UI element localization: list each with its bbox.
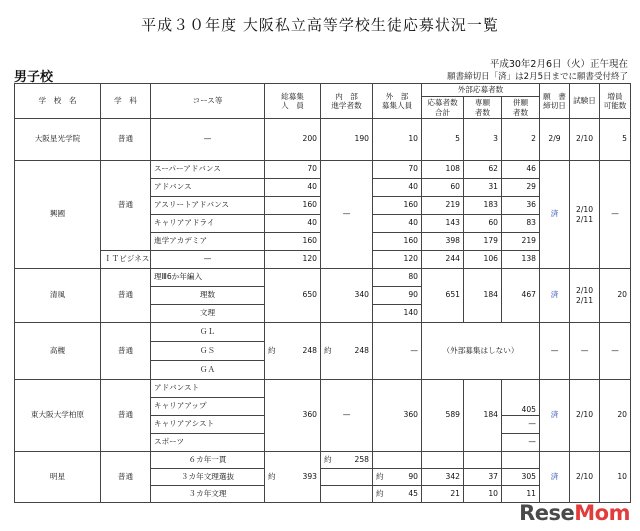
- senkan: 179: [464, 233, 502, 251]
- course: アドバンスト: [151, 380, 265, 398]
- internal: —: [321, 380, 373, 452]
- heikan: 405: [502, 380, 540, 416]
- course: ＧＬ: [151, 323, 265, 342]
- senkan: 31: [464, 179, 502, 197]
- deadline: 済: [540, 269, 570, 323]
- total-quota: 70: [265, 161, 321, 179]
- applicants-total: 108: [422, 161, 464, 179]
- external: 40: [373, 215, 422, 233]
- senkan: 3: [464, 119, 502, 161]
- exam-date: —: [570, 323, 600, 380]
- deadline: 済: [540, 161, 570, 269]
- possible-increase: 20: [600, 269, 631, 323]
- course: アスリートアドバンス: [151, 197, 265, 215]
- course: キャリアアシスト: [151, 416, 265, 434]
- senkan: 60: [464, 215, 502, 233]
- internal: [321, 469, 373, 486]
- table-row: [15, 269, 631, 287]
- heikan: 138: [502, 251, 540, 269]
- internal: 190: [321, 119, 373, 161]
- internal: 340: [321, 269, 373, 323]
- school-name: 明星: [15, 452, 101, 503]
- course: スーパーアドバンス: [151, 161, 265, 179]
- senkan: 37: [464, 469, 502, 486]
- total-quota: [265, 452, 321, 503]
- resemom-logo: ReseMom: [519, 501, 630, 525]
- table-row: [15, 161, 631, 179]
- dept: 普通: [101, 269, 151, 323]
- heikan: 83: [502, 215, 540, 233]
- header-row-1: [15, 84, 631, 97]
- applicants-total: 651: [422, 269, 464, 323]
- total-quota: [265, 323, 321, 380]
- applicants-total: 219: [422, 197, 464, 215]
- senkan: 184: [464, 380, 502, 452]
- total-value: 248: [302, 345, 317, 355]
- deadline: 2/9: [540, 119, 570, 161]
- external: [373, 469, 422, 486]
- total-quota: 160: [265, 197, 321, 215]
- heikan: 11: [502, 486, 540, 503]
- senkan: [464, 452, 502, 469]
- school-name: 東大阪大学柏原: [15, 380, 101, 452]
- total-quota: 360: [265, 380, 321, 452]
- header-total-quota: 総募集 人 員: [265, 84, 321, 119]
- course: 進学アカデミア: [151, 233, 265, 251]
- course: キャリアアドライ: [151, 215, 265, 233]
- dept: ＩＴビジネス: [101, 251, 151, 269]
- exam-date: 2/10 2/11: [570, 269, 600, 323]
- dept: 普通: [101, 161, 151, 251]
- course: アドバンス: [151, 179, 265, 197]
- approx-mark: 約: [324, 454, 332, 464]
- possible-increase: —: [600, 323, 631, 380]
- external-value: 90: [408, 471, 418, 481]
- dept: 普通: [101, 380, 151, 452]
- course: 理数: [151, 287, 265, 305]
- header-course: コース等: [151, 84, 265, 119]
- external: 120: [373, 251, 422, 269]
- senkan: 183: [464, 197, 502, 215]
- no-recruit-note: （外部募集はしない）: [422, 323, 540, 380]
- possible-increase: —: [600, 161, 631, 269]
- school-name: 大阪星光学院: [15, 119, 101, 161]
- dept: 普通: [101, 119, 151, 161]
- note-line: 願書締切日「済」は2月5日までに願書受付終了: [447, 72, 628, 82]
- exam-date: 2/10: [570, 119, 600, 161]
- internal-value: 258: [354, 454, 369, 464]
- internal: —: [321, 161, 373, 269]
- internal-value: 248: [354, 345, 369, 355]
- possible-increase: 20: [600, 380, 631, 452]
- approx-mark: 約: [324, 345, 332, 355]
- exam-date: 2/10: [570, 380, 600, 452]
- heikan: 2: [502, 119, 540, 161]
- table-row: [15, 323, 631, 342]
- course: ６カ年一貫: [151, 452, 265, 469]
- external: [373, 452, 422, 469]
- applicants-total: 398: [422, 233, 464, 251]
- approx-mark: 約: [376, 471, 384, 481]
- table-row: [15, 452, 631, 469]
- header-applicants-total: 応募者数 合計: [422, 97, 464, 119]
- course: キャリアアップ: [151, 398, 265, 416]
- course: ＧＡ: [151, 361, 265, 380]
- table-row: [15, 119, 631, 161]
- total-quota: 160: [265, 233, 321, 251]
- heikan: 29: [502, 179, 540, 197]
- internal: [321, 323, 373, 380]
- heikan: 219: [502, 233, 540, 251]
- senkan: 106: [464, 251, 502, 269]
- course: スポーツ: [151, 434, 265, 452]
- heikan: 305: [502, 469, 540, 486]
- heikan: —: [502, 416, 540, 434]
- header-deadline: 願 書 締切日: [540, 84, 570, 119]
- external: 80: [373, 269, 422, 287]
- external: 360: [373, 380, 422, 452]
- external: 10: [373, 119, 422, 161]
- course: ＧＳ: [151, 342, 265, 361]
- approx-mark: 約: [268, 345, 276, 355]
- header-possible-increase: 増員 可能数: [600, 84, 631, 119]
- course: —: [151, 119, 265, 161]
- external: 90: [373, 287, 422, 305]
- applicants-total: [422, 452, 464, 469]
- heikan: 467: [502, 269, 540, 323]
- total-value: 393: [302, 471, 317, 481]
- course: ３カ年文理選抜: [151, 469, 265, 486]
- header-applicants-group: 外部応募者数: [422, 84, 540, 97]
- total-quota: 200: [265, 119, 321, 161]
- external: —: [373, 323, 422, 380]
- course: 理Ⅲ6か年編入: [151, 269, 265, 287]
- external: 140: [373, 305, 422, 323]
- page-title: 平成３０年度 大阪私立高等学校生徒応募状況一覧: [141, 16, 499, 34]
- applicants-total: 60: [422, 179, 464, 197]
- applicants-total: 143: [422, 215, 464, 233]
- deadline: —: [540, 323, 570, 380]
- external: 160: [373, 197, 422, 215]
- heikan: 36: [502, 197, 540, 215]
- possible-increase: 10: [600, 452, 631, 503]
- header-dept: 学 科: [101, 84, 151, 119]
- approx-mark: 約: [376, 488, 384, 498]
- applicants-total: 342: [422, 469, 464, 486]
- course: 文理: [151, 305, 265, 323]
- applicants-total: 5: [422, 119, 464, 161]
- date-line: 平成30年2月6日（火）正午現在: [489, 59, 628, 70]
- course: ３カ年文理: [151, 486, 265, 503]
- heikan: —: [502, 434, 540, 452]
- total-quota: 120: [265, 251, 321, 269]
- school-name: 高槻: [15, 323, 101, 380]
- header-heikan: 併願 者数: [502, 97, 540, 119]
- senkan: 10: [464, 486, 502, 503]
- header-external: 外 部 募集人員: [373, 84, 422, 119]
- applicants-total: 244: [422, 251, 464, 269]
- total-quota: 40: [265, 179, 321, 197]
- senkan: 184: [464, 269, 502, 323]
- total-quota: 650: [265, 269, 321, 323]
- external: 70: [373, 161, 422, 179]
- deadline: 済: [540, 380, 570, 452]
- course: —: [151, 251, 265, 269]
- dept: 普通: [101, 452, 151, 503]
- header-school: 学 校 名: [15, 84, 101, 119]
- approx-mark: 約: [268, 471, 276, 481]
- deadline: 済: [540, 452, 570, 503]
- school-name: 興國: [15, 161, 101, 269]
- external: 40: [373, 179, 422, 197]
- applications-table: [14, 83, 631, 503]
- internal: [321, 486, 373, 503]
- senkan: 62: [464, 161, 502, 179]
- table-row: [15, 380, 631, 398]
- exam-date: 2/10 2/11: [570, 161, 600, 269]
- section-heading: 男子校: [14, 70, 54, 85]
- heikan: 46: [502, 161, 540, 179]
- possible-increase: 5: [600, 119, 631, 161]
- dept: 普通: [101, 323, 151, 380]
- applicants-total: 21: [422, 486, 464, 503]
- external-value: 45: [408, 488, 418, 498]
- external: [373, 486, 422, 503]
- heikan: [502, 452, 540, 469]
- header-exam-date: 試験日: [570, 84, 600, 119]
- header-senkan: 専願 者数: [464, 97, 502, 119]
- school-name: 清風: [15, 269, 101, 323]
- exam-date: 2/10: [570, 452, 600, 503]
- applicants-total: 589: [422, 380, 464, 452]
- header-internal: 内 部 進学者数: [321, 84, 373, 119]
- internal: [321, 452, 373, 469]
- external: 160: [373, 233, 422, 251]
- total-quota: 40: [265, 215, 321, 233]
